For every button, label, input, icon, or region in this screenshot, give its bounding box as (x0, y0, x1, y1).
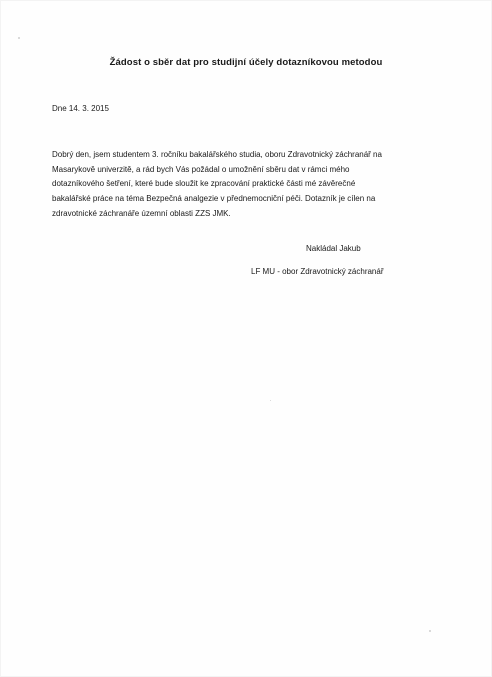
document-title: Žádost o sběr dat pro studijní účely dotazníkovou metodou (109, 57, 383, 68)
body-line: zdravotnické záchranáře územní oblasti ZZS JMK. (52, 208, 231, 218)
scan-speck (18, 37, 20, 39)
document-body (52, 148, 434, 222)
signature-department: LF MU - obor Zdravotnický záchranář (251, 267, 384, 276)
signature-name: Nakládal Jakub (306, 244, 361, 253)
body-line: dotazníkového šetření, které bude sloužit ke zpracování praktické části mé závěrečné (52, 179, 356, 189)
body-line: Masarykově univerzitě, a rád bych Vás požádal o umožnění sběru dat v rámci mého (52, 164, 350, 174)
scan-speck (270, 400, 271, 401)
body-line: Dobrý den, jsem studentem 3. ročníku bakalářského studia, oboru Zdravotnický záchranář na (52, 150, 382, 159)
document-date: Dne 14. 3. 2015 (52, 104, 109, 113)
scan-speck (429, 630, 431, 632)
body-line: bakalářské práce na téma Bezpečná analgezie v přednemocniční péči. Dotazník je cílen na (52, 194, 376, 204)
